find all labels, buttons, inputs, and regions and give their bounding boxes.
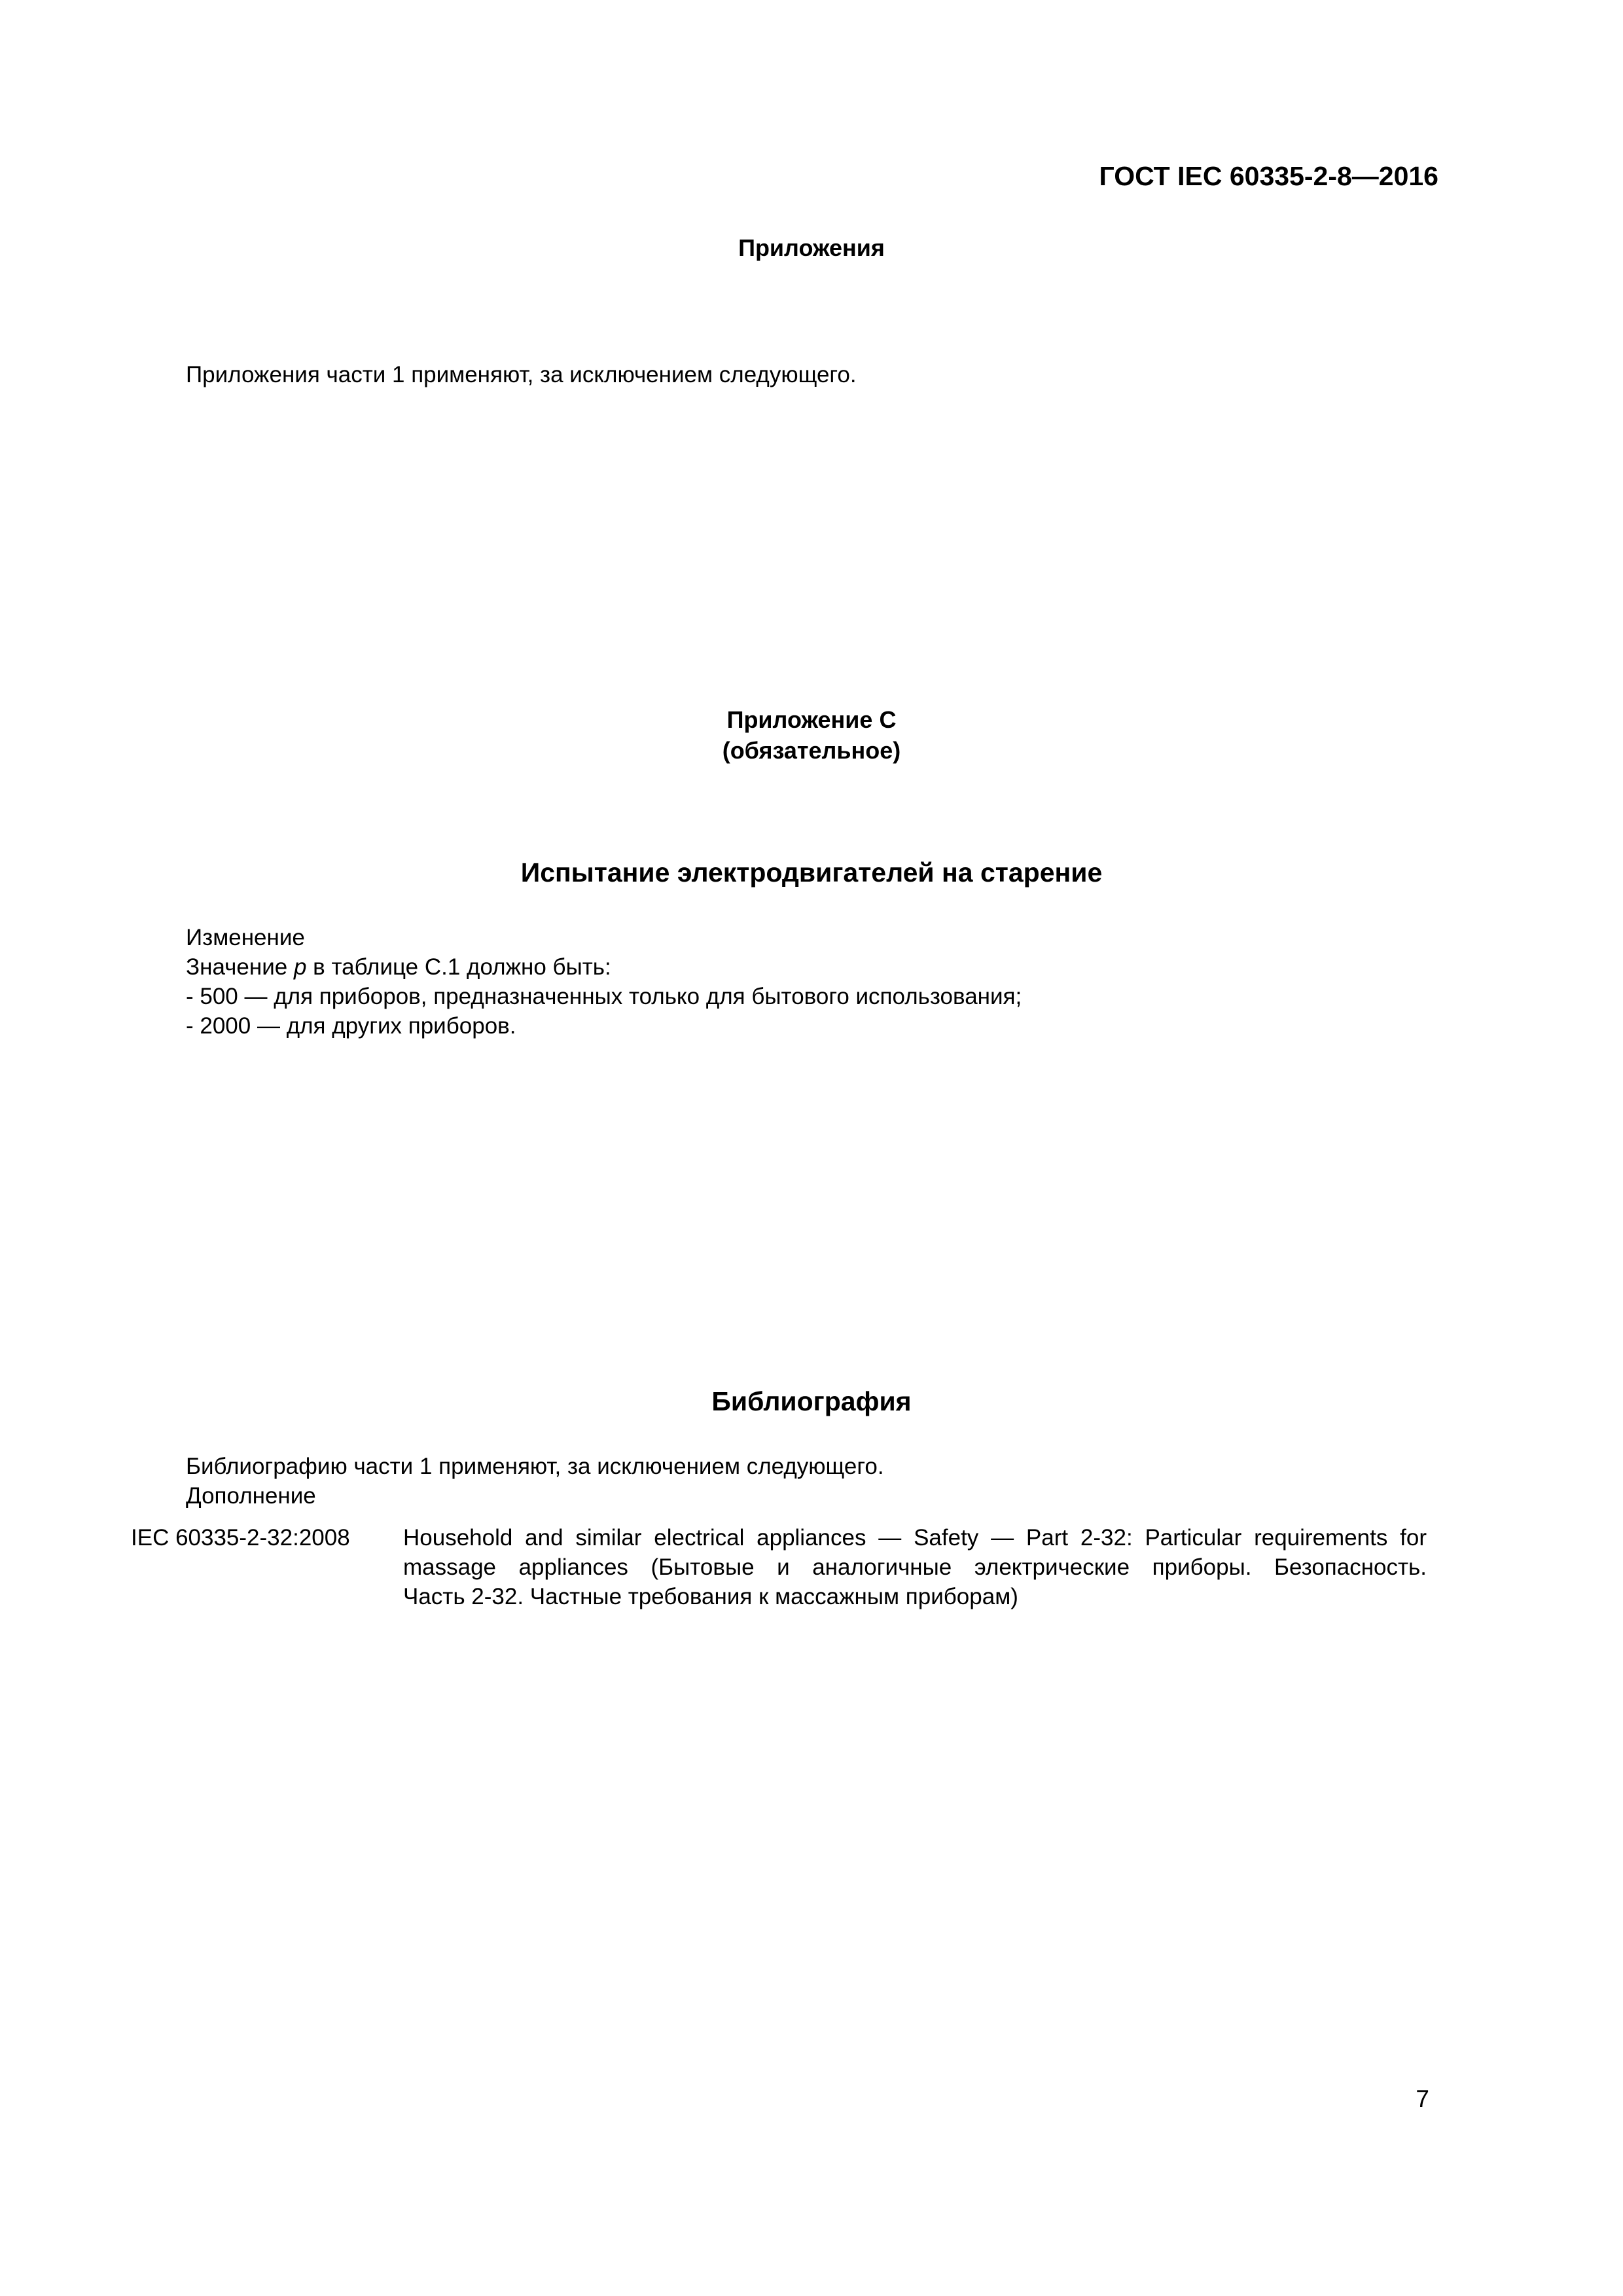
bibliography-entry-ref: IEC 60335-2-32:2008 bbox=[131, 1525, 350, 1551]
addition-label: Дополнение bbox=[186, 1483, 316, 1509]
value-statement bbox=[186, 952, 1022, 982]
bibliography-intro-block bbox=[186, 1452, 884, 1511]
value-symbol: p bbox=[293, 954, 307, 980]
annex-c-change-block bbox=[186, 923, 1022, 1041]
bibliography-heading: Библиография bbox=[711, 1386, 912, 1416]
annexes-title: Приложения bbox=[738, 234, 885, 261]
list-item: - 500 — для приборов, предназначенных только для бытового использования; bbox=[186, 984, 1022, 1009]
value-prefix: Значение bbox=[186, 954, 288, 980]
annex-c-title-block bbox=[0, 704, 1623, 766]
change-label: Изменение bbox=[186, 925, 305, 950]
bibliography-entry-text bbox=[403, 1523, 1427, 1611]
value-suffix: в таблице С.1 должно быть: bbox=[313, 954, 611, 980]
standard-code-header: ГОСТ IEC 60335-2-8—2016 bbox=[1099, 161, 1438, 191]
bibliography-entry-line: Часть 2-32. Частные требования к массажным приборам) bbox=[403, 1584, 1018, 1609]
page-number: 7 bbox=[1416, 2085, 1429, 2112]
annex-c-heading: Испытание электродвигателей на старение bbox=[520, 857, 1103, 888]
annexes-text: Приложения части 1 применяют, за исключением следующего. bbox=[186, 362, 857, 387]
bibliography-entry-line: Household and similar electrical appliances — Safety — Part 2-32: Particular requirements for bbox=[403, 1525, 1427, 1551]
annex-c-title: Приложение С bbox=[726, 706, 897, 733]
bibliography-intro: Библиографию части 1 применяют, за исключением следующего. bbox=[186, 1454, 884, 1479]
bibliography-entry-line: massage appliances (Бытовые и аналогичные электрические приборы. Безопасность. bbox=[403, 1554, 1427, 1580]
list-item: - 2000 — для других приборов. bbox=[186, 1013, 516, 1039]
annex-c-status: (обязательное) bbox=[722, 737, 901, 764]
